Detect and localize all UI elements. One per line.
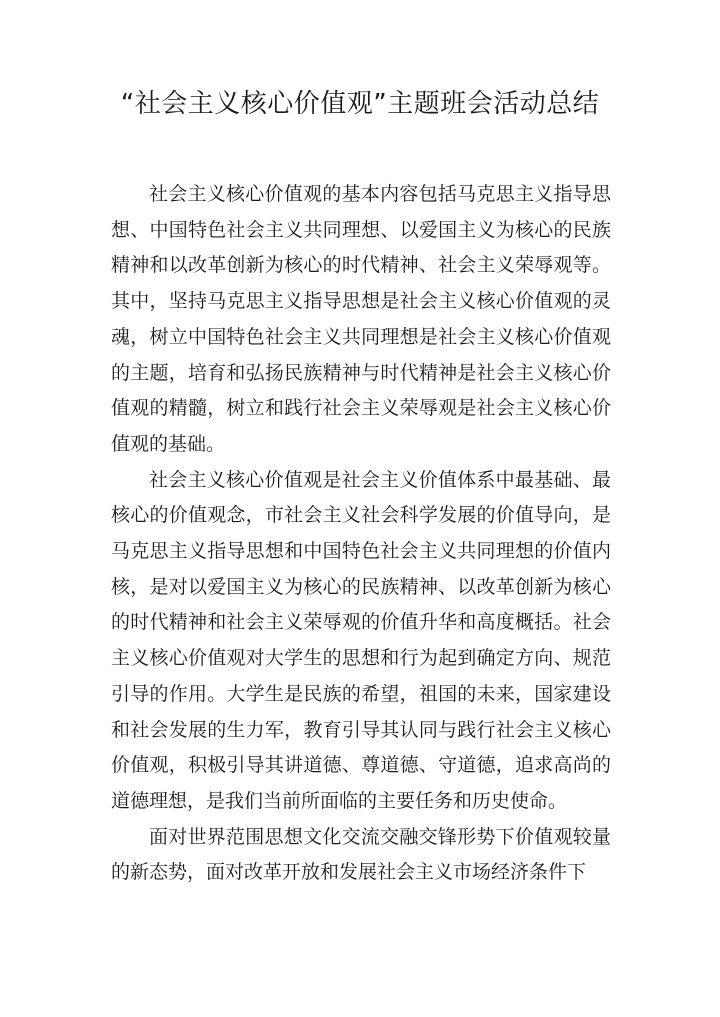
paragraph-1: 社会主义核心价值观的基本内容包括马克思主义指导思想、中国特色社会主义共同理想、以爱国主义为核心的民族精神和以改革创新为核心的时代精神、社会主义荣辱观等。其中，坚持马克思主义指导思想是社会主义核心价值观的灵魂，树立中国特色社会主义共同理想是社会主义核心价值观的主题，培育和弘扬民族精神与时代精神是社会主义核心价值观的精髓，树立和践行社会主义荣辱观是社会主义核心价值观的基础。 <box>111 183 611 455</box>
paragraph-3: 面对世界范围思想文化交流交融交锋形势下价值观较量的新态势，面对改革开放和发展社会主义市场经济条件下 <box>111 825 611 884</box>
paragraph-2: 社会主义核心价值观是社会主义价值体系中最基础、最核心的价值观念，市社会主义社会科学发展的价值导向，是马克思主义指导思想和中国特色社会主义共同理想的价值内核，是对以爱国主义为核心的民族精神、以改革创新为核心的时代精神和社会主义荣辱观的价值升华和高度概括。社会主义核心价值观对大学生的思想和行为起到确定方向、规范引导的作用。大学生是民族的希望，祖国的未来，国家建设和社会发展的生力军，教育引导其认同与践行社会主义核心价值观，积极引导其讲道德、尊道德、守道德，追求高尚的道德理想，是我们当前所面临的主要任务和历史使命。 <box>111 468 611 812</box>
document-title: “社会主义核心价值观”主题班会活动总结 <box>120 89 600 119</box>
document-body <box>111 177 611 891</box>
